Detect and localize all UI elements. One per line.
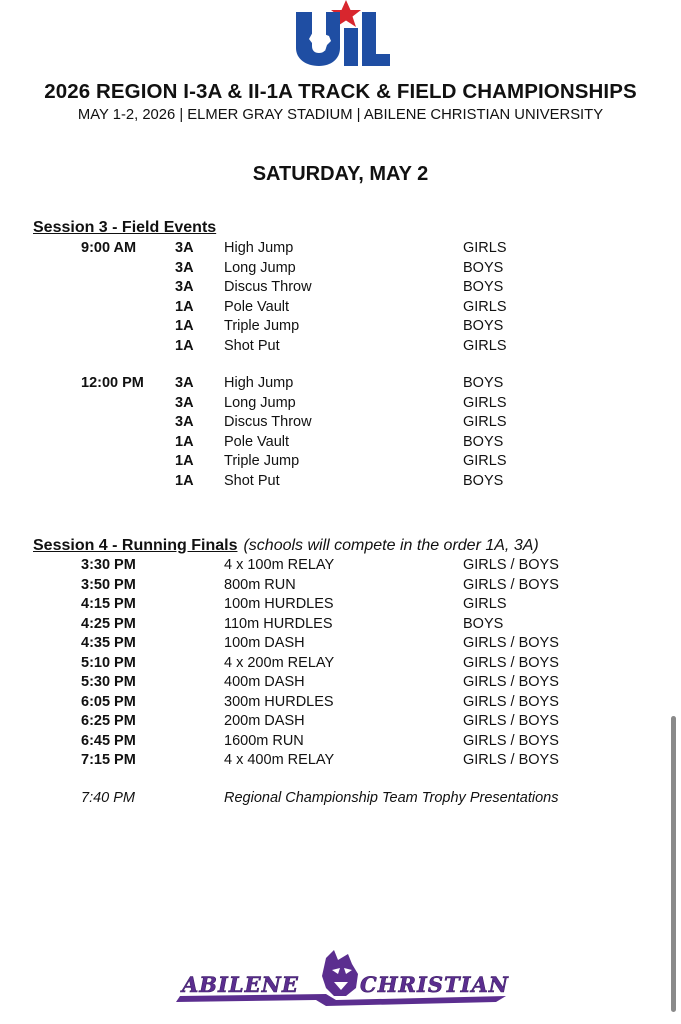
page-title: 2026 REGION I-3A & II-1A TRACK & FIELD CHAMPIONSHIPS [44,80,637,103]
event-name: Discus Throw [224,279,312,295]
event-division: 1A [175,433,194,450]
event-gender: BOYS [463,318,504,334]
field-event-row [0,473,681,493]
event-division: 1A [175,453,194,469]
event-division: 1A [175,337,194,354]
acu-word-abilene: ABILENE [182,972,299,997]
event-name: Discus Throw [224,414,312,430]
event-gender: BOYS [463,615,504,632]
uil-logo [292,0,392,70]
event-time: 6:25 PM [81,713,136,729]
running-final-row [0,674,681,694]
running-final-row [0,616,681,636]
event-name: Pole Vault [224,298,290,315]
event-gender: GIRLS / BOYS [463,693,559,710]
event-division: 3A [175,279,194,295]
event-gender: BOYS [463,433,504,450]
running-final-row [0,596,681,616]
event-division: 1A [175,318,194,334]
event-name: High Jump [224,240,294,256]
event-gender: GIRLS [463,240,507,256]
event-time: 4:25 PM [81,615,136,632]
event-gender: GIRLS [463,414,507,430]
session-3-heading: Session 3 - Field Events [33,219,217,236]
event-gender: GIRLS / BOYS [463,674,559,690]
event-gender: GIRLS [463,596,507,612]
event-time: 6:05 PM [81,693,136,710]
trophy-text: Regional Championship Team Trophy Presentations [224,790,559,806]
event-name: Triple Jump [224,318,300,334]
event-gender: BOYS [463,375,504,391]
event-time: 5:10 PM [81,654,136,671]
field-event-row [0,338,681,358]
session-4-title: Session 4 - Running Finals [33,537,238,554]
event-time: 12:00 PM [81,375,144,391]
field-event-row [0,279,681,299]
event-gender: GIRLS / BOYS [463,635,559,651]
event-name: Pole Vault [224,433,290,450]
field-event-row [0,434,681,454]
event-name: 4 x 200m RELAY [224,654,335,671]
event-division: 1A [175,472,194,489]
trophy-time: 7:40 PM [81,790,135,806]
uil-letter-l [362,12,390,66]
event-gender: GIRLS [463,298,507,315]
running-final-row [0,694,681,714]
abilene-christian-logo [176,948,510,1012]
event-time: 9:00 AM [81,240,137,256]
uil-letter-i [344,28,358,66]
event-name: 200m DASH [224,713,305,729]
event-gender: GIRLS / BOYS [463,654,559,671]
event-gender: GIRLS / BOYS [463,576,559,593]
event-time: 6:45 PM [81,732,136,749]
event-gender: GIRLS / BOYS [463,732,559,749]
event-gender: GIRLS / BOYS [463,557,559,573]
event-gender: GIRLS [463,337,507,354]
event-time: 7:15 PM [81,752,136,768]
event-name: Long Jump [224,259,296,276]
running-final-row [0,655,681,675]
event-gender: GIRLS / BOYS [463,752,559,768]
event-gender: BOYS [463,279,504,295]
running-final-row [0,733,681,753]
event-gender: GIRLS [463,453,507,469]
event-name: Triple Jump [224,453,300,469]
event-name: 4 x 400m RELAY [224,752,335,768]
event-time: 5:30 PM [81,674,136,690]
event-name: 100m HURDLES [224,596,334,612]
running-final-row [0,577,681,597]
event-division: 3A [175,394,194,411]
event-gender: BOYS [463,472,504,489]
event-name: Shot Put [224,337,280,354]
page-subtitle: MAY 1-2, 2026 | ELMER GRAY STADIUM | ABILENE CHRISTIAN UNIVERSITY [77,107,604,123]
event-division: 3A [175,414,194,430]
event-division: 3A [175,240,194,256]
acu-word-christian: CHRISTIAN [360,972,509,997]
event-name: 4 x 100m RELAY [224,557,335,573]
event-gender: BOYS [463,259,504,276]
event-name: High Jump [224,375,294,391]
event-time: 3:30 PM [81,557,136,573]
running-final-row [0,635,681,655]
field-event-row [0,375,681,395]
event-name: 400m DASH [224,674,305,690]
event-name: 100m DASH [224,635,305,651]
running-final-row [0,557,681,577]
scrollbar[interactable] [671,716,676,1012]
field-event-row [0,318,681,338]
event-name: Long Jump [224,394,296,411]
event-name: 300m HURDLES [224,693,334,710]
event-division: 3A [175,259,194,276]
wildcat-icon [322,950,358,996]
event-gender: GIRLS / BOYS [463,713,559,729]
day-heading: SATURDAY, MAY 2 [252,163,429,185]
event-time: 4:15 PM [81,596,136,612]
event-name: 800m RUN [224,576,296,593]
event-time: 3:50 PM [81,576,136,593]
field-event-row [0,240,681,260]
field-event-row [0,260,681,280]
event-division: 3A [175,375,194,391]
field-event-row [0,453,681,473]
field-event-row [0,299,681,319]
event-name: 110m HURDLES [224,615,333,632]
event-time: 4:35 PM [81,635,136,651]
event-name: 1600m RUN [224,732,304,749]
event-gender: GIRLS [463,394,507,411]
event-division: 1A [175,298,194,315]
event-name: Shot Put [224,472,280,489]
running-final-row [0,713,681,733]
running-final-row [0,752,681,772]
field-event-row [0,395,681,415]
session-4-heading [33,537,539,555]
field-event-row [0,414,681,434]
session-4-note: (schools will compete in the order 1A, 3A) [243,537,539,554]
